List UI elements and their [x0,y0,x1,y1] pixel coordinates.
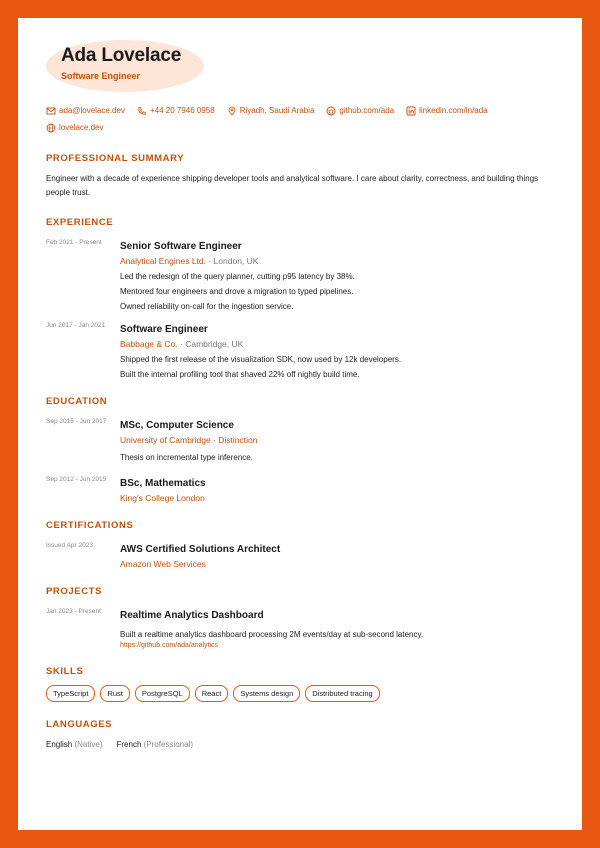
entry-org: King's College London [120,493,205,503]
contact-phone-text: +44 20 7946 0958 [149,106,215,115]
candidate-role: Software Engineer [61,71,141,81]
experience-entry [46,321,554,379]
education-entry [46,475,554,503]
experience-heading: EXPERIENCE [46,217,114,228]
experience-entry [46,238,554,311]
entry-title: AWS Certified Solutions Architect [120,544,281,555]
entry-org: University of Cambridge · Distinction [120,435,258,445]
language-name: English [46,740,73,749]
entry-title: Software Engineer [120,324,208,335]
languages-list [46,740,554,749]
skills-list [46,685,554,702]
entry-date: Jun 2017 - Jan 2021 [46,322,106,329]
skill-chip: Distributed tracing [305,685,379,702]
entry-bullet: Thesis on incremental type inference. [120,453,253,462]
mail-icon [46,106,56,116]
phone-icon [137,106,147,116]
entry-date: Feb 2021 - Present [46,239,102,246]
education-entry [46,417,554,462]
contact-location [227,102,315,119]
contact-github[interactable] [326,102,394,119]
entry-date: Jan 2023 - Present [46,608,101,615]
skill-chip: TypeScript [46,685,95,702]
resume-header [46,18,554,92]
entry-date: Issued Apr 2023 [46,542,93,549]
entry-org-name: Babbage & Co. [120,339,178,349]
entry-bullet: Owned reliability on-call for the ingestion service. [120,302,294,311]
skills-heading: SKILLS [46,666,84,677]
entry-location: · London, UK [206,256,259,266]
contact-website-text: lovelace.dev [59,123,104,132]
contact-linkedin[interactable] [406,102,487,119]
project-entry [46,607,554,649]
entry-bullet: Mentored four engineers and drove a migration to typed pipelines. [120,287,354,296]
entry-bullet: Built the internal profiling tool that shaved 22% off nightly build time. [120,370,360,379]
entry-org: Amazon Web Services [120,559,206,569]
language-item [117,740,194,749]
candidate-name: Ada Lovelace [61,45,182,66]
contact-info [46,102,554,136]
linkedin-icon [406,106,416,116]
language-level: (Native) [74,740,103,749]
certification-entry [46,541,554,569]
resume-page [18,18,582,830]
entry-bullet: Led the redesign of the query planner, cutting p95 latency by 38%. [120,272,355,281]
language-name: French [116,740,142,749]
entry-date: Sep 2012 - Jun 2015 [46,476,107,483]
github-icon [326,106,336,116]
skill-chip: React [195,685,229,702]
contact-phone[interactable] [137,102,215,119]
skill-chip: PostgreSQL [135,685,190,702]
project-link[interactable]: https://github.com/ada/analytics [120,642,219,649]
entry-title: BSc, Mathematics [120,478,206,489]
contact-email-text: ada@lovelace.dev [59,106,125,115]
entry-title: Realtime Analytics Dashboard [120,610,264,621]
summary-heading: PROFESSIONAL SUMMARY [46,153,185,164]
contact-linkedin-text: linkedin.com/in/ada [419,106,488,115]
skill-chip: Rust [100,685,129,702]
summary-text: Engineer with a decade of experience shipping developer tools and analytical software. I care about clarity, correctness, and building things people trust. [46,174,539,197]
languages-heading: LANGUAGES [46,719,113,730]
entry-date: Sep 2015 - Jun 2017 [46,418,107,425]
entry-location: · Cambridge, UK [177,339,244,349]
projects-heading: PROJECTS [46,586,103,597]
entry-title: Senior Software Engineer [120,241,242,252]
entry-org-name: Analytical Engines Ltd. [120,256,206,266]
entry-bullet: Shipped the first release of the visualization SDK, now used by 12k developers. [120,355,402,364]
entry-bullet: Built a realtime analytics dashboard processing 2M events/day at sub-second latency. [120,630,424,639]
education-heading: EDUCATION [46,396,108,407]
language-item [46,740,103,749]
skill-chip: Systems design [233,685,300,702]
entry-title: MSc, Computer Science [120,420,234,431]
contact-location-text: Riyadh, Saudi Arabia [239,106,315,115]
language-level: (Professional) [143,740,193,749]
entry-org [120,339,554,349]
globe-icon [46,123,56,133]
contact-website[interactable] [46,119,103,136]
entry-org [120,256,554,266]
contact-email[interactable] [46,102,125,119]
contact-github-text: github.com/ada [339,106,395,115]
certifications-heading: CERTIFICATIONS [46,520,134,531]
location-icon [227,106,237,116]
